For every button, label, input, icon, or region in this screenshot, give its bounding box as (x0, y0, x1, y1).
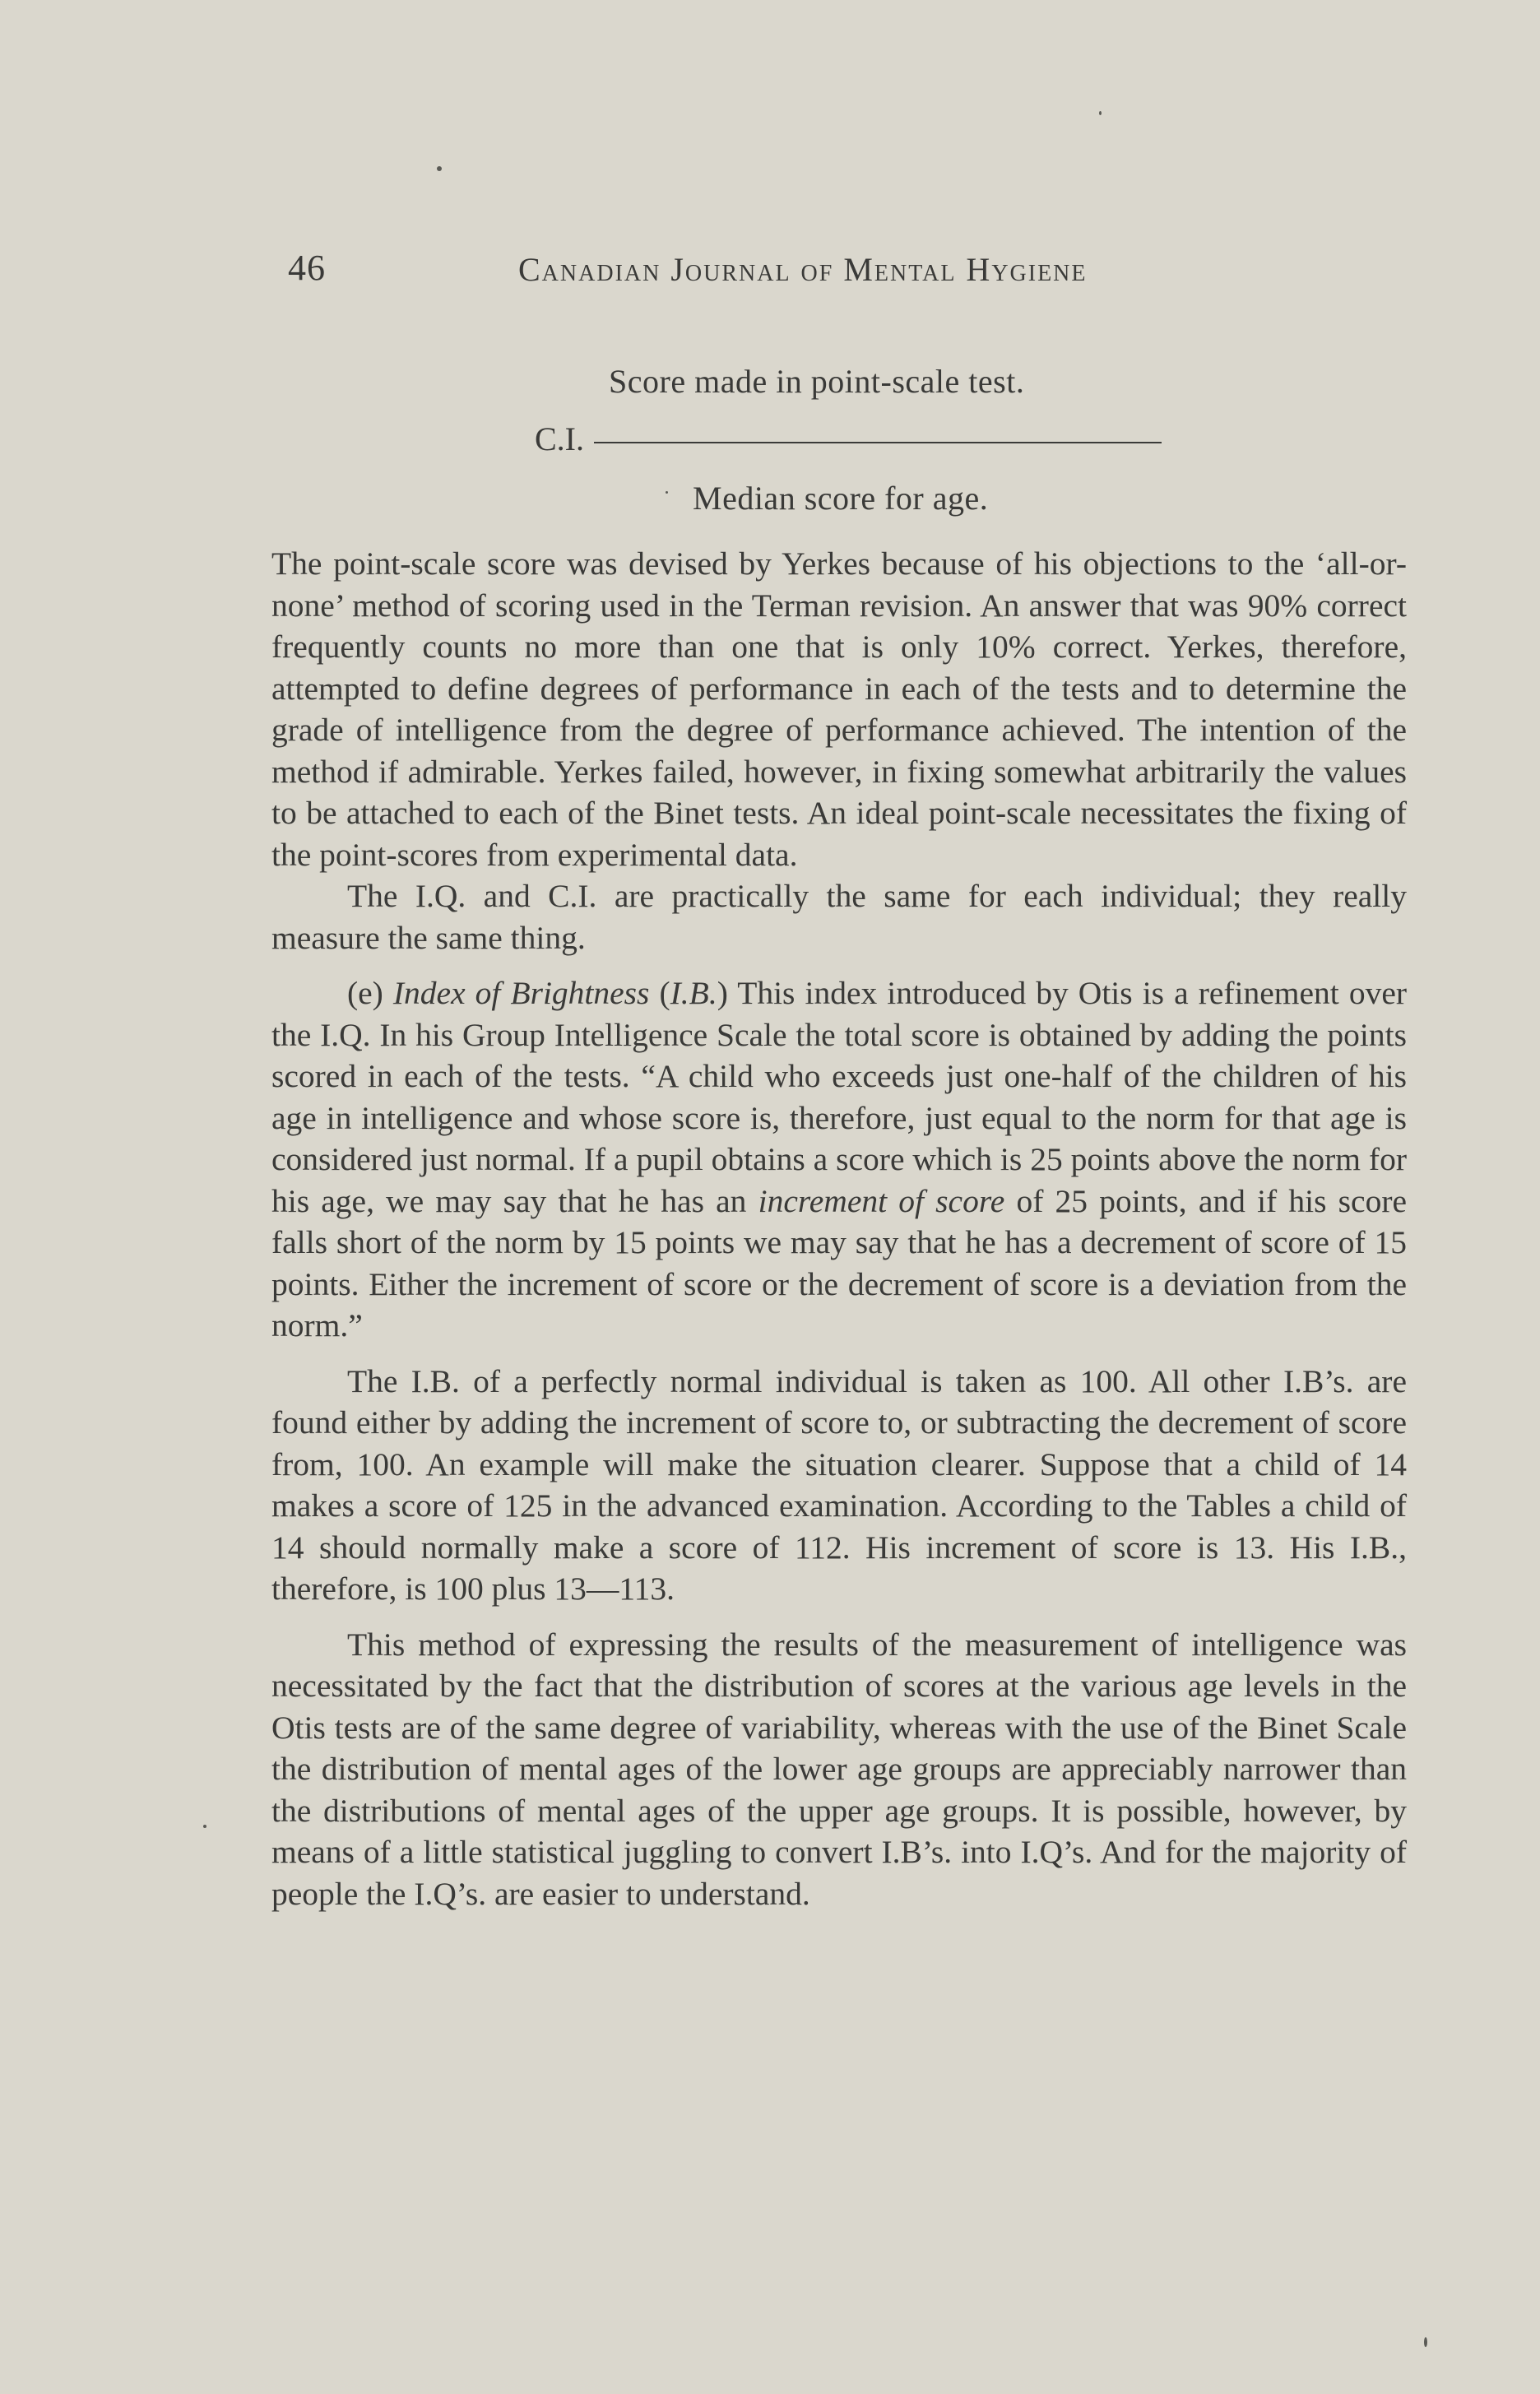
body-text (271, 543, 1407, 1928)
subsection-term: Index of Brightness (392, 975, 650, 1011)
paper-speck (1099, 111, 1102, 115)
paragraph-text: ) This index introduced by Otis is a refinement over the I.Q. In his Group Intelligence Scale the total score is obtained by adding the points scored in each of the tests. “A child who exceeds just one-half of the children of his age in intelligence and whose score is, therefore, just equal to the norm for that age is considered just normal. If a pupil obtains a score which is 25 points above the norm for his age, we may say that he has an (271, 975, 1408, 1219)
running-title: Canadian Journal of Mental Hygiene (518, 251, 1088, 288)
subsection-marker: (e) (347, 975, 393, 1011)
paper-speck (1424, 2337, 1427, 2347)
paragraph-iq-ci: The I.Q. and C.I. are practically the same for each individual; they really measure the same thing. (271, 878, 1407, 956)
paragraph-method-rationale: This method of expressing the results of the measurement of intelligence was necessitated by the fact that the distribution of scores at the various age levels in the Otis tests are of the same degree of variability, whereas with the use of the Binet Scale the distribution of mental ages of the lower age groups are appreciably narrower than the distributions of mental ages of the upper age groups. It is possible, however, by means of a little statistical juggling to convert I.B’s. into I.Q’s. And for the majority of people the I.Q’s. are easier to understand. (271, 1626, 1407, 1912)
formula-denominator: Median score for age. (693, 480, 989, 517)
formula-label: C.I. (535, 420, 584, 457)
paragraph-index-of-brightness (271, 972, 1407, 1347)
paragraph-text: of 25 points, and if his score falls short of the norm by 15 points we may say that he has a decrement of score of 15 points. Either the increment of score or the decrement of score is a deviation from the norm.” (271, 1182, 1408, 1343)
page-number: 46 (288, 248, 326, 288)
fraction-line (594, 442, 1162, 443)
formula-numerator: Score made in point-scale test. (609, 363, 1025, 400)
page-header (288, 247, 1193, 296)
subsection-abbrev: I.B. (670, 975, 717, 1011)
emphasis-text: increment of score (758, 1182, 1005, 1219)
paper-speck (203, 1825, 206, 1828)
paragraph-point-scale: The point-scale score was devised by Yerkes because of his objections to the ‘all-or-none’ method of scoring used in the Terman revision. An answer that was 90% correct frequently counts no more than one that is only 10% correct. Yerkes, therefore, attempted to define degrees of performance in each of the tests and to determine the grade of intelligence from the degree of performance achieved. The intention of the method if admirable. Yerkes failed, however, in fixing somewhat arbitrarily the values to be attached to each of the Binet tests. An ideal point-scale necessitates the fixing of the point-scores from experimental data. (271, 545, 1407, 873)
paper-speck (437, 166, 442, 171)
paren-open: ( (649, 975, 670, 1011)
paragraph-ib-example: The I.B. of a perfectly normal individual is taken as 100. All other I.B’s. are found either by adding the increment of score to, or subtracting the decrement of score from, 100. An example will make the situation clearer. Suppose that a child of 14 makes a score of 125 in the advanced examination. According to the Tables a child of 14 should normally make a score of 112. His increment of score is 13. His I.B., therefore, is 100 plus 13—113. (271, 1362, 1407, 1607)
ci-formula (0, 354, 1540, 551)
